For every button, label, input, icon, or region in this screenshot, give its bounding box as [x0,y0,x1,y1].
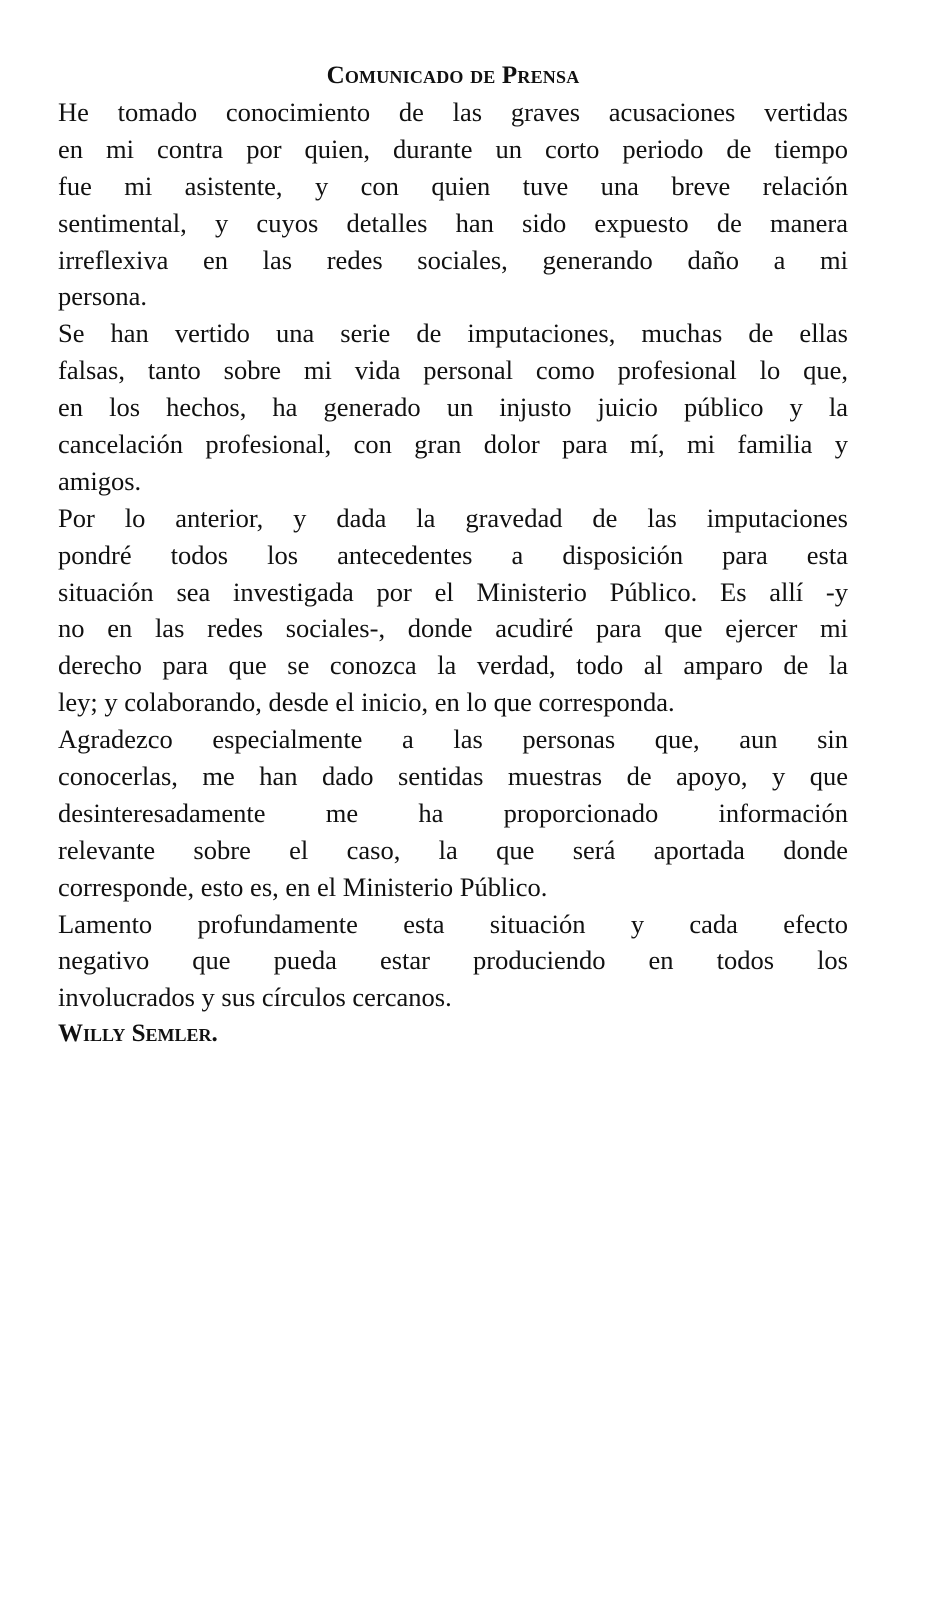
text-line: Por lo anterior, y dada la gravedad de las imputaciones [58,502,848,533]
text-line: cancelación profesional, con gran dolor para mí, mi familia y [58,429,848,460]
text-line: situación sea investigada por el Ministerio Público. Es allí -y [58,576,848,607]
text-line: persona. [58,281,148,312]
paragraph-3 [58,500,848,721]
signature: Willy Semler. [58,1020,218,1048]
text-line: negativo que pueda estar produciendo en todos los [58,945,848,976]
text-line: Se han vertido una serie de imputaciones, muchas de ellas [58,318,848,349]
document-title: Comunicado de Prensa [326,62,580,89]
text-line: no en las redes sociales-, donde acudiré para que ejercer mi [58,613,848,644]
text-line: corresponde, esto es, en el Ministerio Público. [58,871,548,902]
text-line: Agradezco especialmente a las personas que, aun sin [58,724,848,755]
text-line: fue mi asistente, y con quien tuve una breve relación [58,170,848,201]
text-line: falsas, tanto sobre mi vida personal como profesional lo que, [58,355,848,386]
press-release [58,58,848,1053]
text-line: conocerlas, me han dado sentidas muestras de apoyo, y que [58,761,848,792]
text-line: amigos. [58,465,142,496]
text-line: ley; y colaborando, desde el inicio, en lo que corresponda. [58,687,675,718]
paragraph-4 [58,721,848,905]
paragraph-5 [58,906,848,1017]
text-line: Lamento profundamente esta situación y cada efecto [58,908,848,939]
text-line: pondré todos los antecedentes a disposición para esta [58,539,848,570]
text-line: en los hechos, ha generado un injusto juicio público y la [58,392,848,423]
text-line: relevante sobre el caso, la que será aportada donde [58,834,848,865]
text-line: en mi contra por quien, durante un corto periodo de tiempo [58,133,848,164]
text-line: He tomado conocimiento de las graves acusaciones vertidas [58,97,848,127]
text-line: sentimental, y cuyos detalles han sido expuesto de manera [58,207,848,238]
text-line: derecho para que se conozca la verdad, todo al amparo de la [58,650,848,681]
text-line: involucrados y sus círculos cercanos. [58,982,452,1013]
text-line: irreflexiva en las redes sociales, generando daño a mi [58,244,848,275]
paragraph-2 [58,315,848,499]
text-line: desinteresadamente me ha proporcionado información [58,797,848,828]
paragraph-1 [58,94,848,315]
